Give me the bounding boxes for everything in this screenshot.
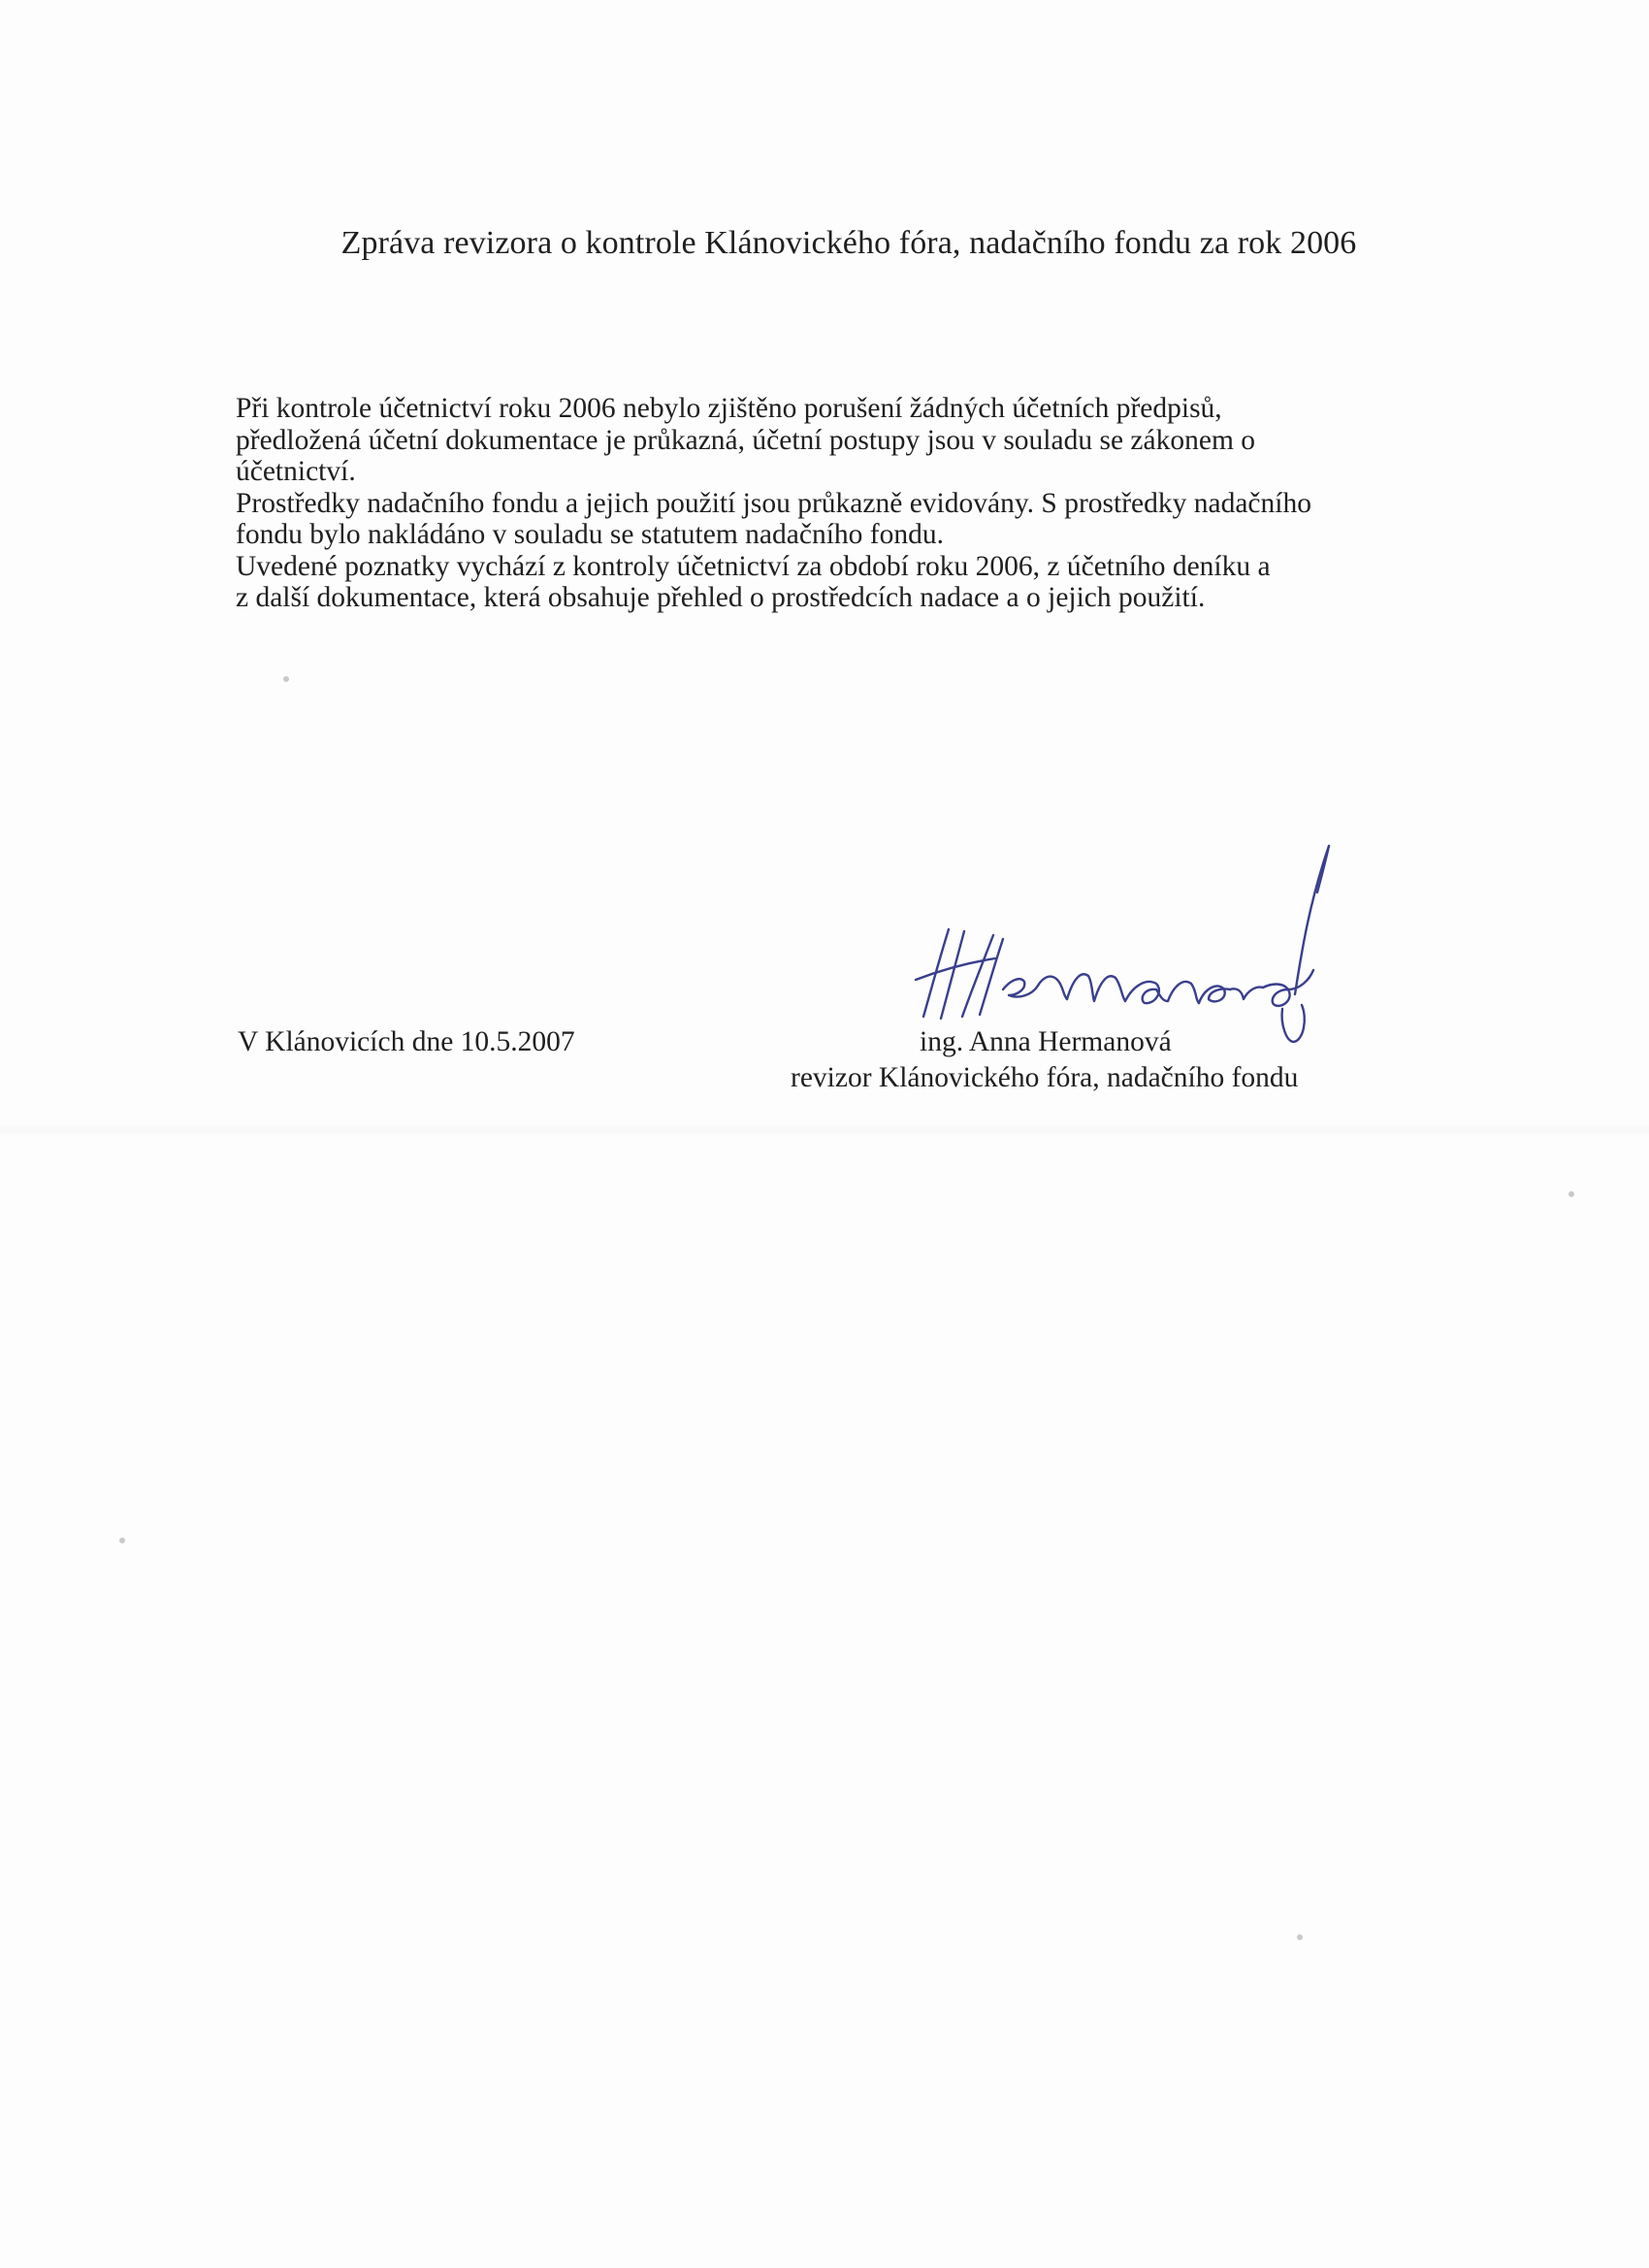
paper-speck: [1297, 1934, 1303, 1940]
paper-speck: [1568, 1191, 1574, 1197]
document-title: Zpráva revizora o kontrole Klánovického fóra, nadačního fondu za rok 2006: [340, 225, 1357, 261]
body-line: fondu bylo nakládáno v souladu se statutem nadačního fondu.: [236, 519, 944, 550]
body-line: předložená účetní dokumentace je průkazná, účetní postupy jsou v souladu se zákonem o: [236, 424, 1256, 456]
body-line: Při kontrole účetnictví roku 2006 nebylo zjištěno porušení žádných účetních předpisů,: [236, 393, 1222, 424]
document-body: [236, 393, 1497, 614]
paper-fold-line: [0, 1123, 1649, 1137]
body-line: z další dokumentace, která obsahuje přehled o prostředcích nadace a o jejich použití.: [236, 582, 1206, 613]
body-line: účetnictví.: [236, 456, 356, 487]
signer-name: ing. Anna Hermanová: [920, 1026, 1172, 1057]
paper-speck: [283, 676, 289, 682]
handwritten-signature: [902, 834, 1358, 1048]
body-line: Uvedené poznatky vychází z kontroly účetnictví za období roku 2006, z účetního deníku a: [236, 550, 1271, 582]
body-line: Prostředky nadačního fondu a jejich použití jsou průkazně evidovány. S prostředky nadačního: [236, 487, 1311, 519]
paper-speck: [119, 1538, 125, 1543]
signer-role: revizor Klánovického fóra, nadačního fondu: [791, 1062, 1299, 1093]
place-and-date: V Klánovicích dne 10.5.2007: [238, 1026, 575, 1057]
